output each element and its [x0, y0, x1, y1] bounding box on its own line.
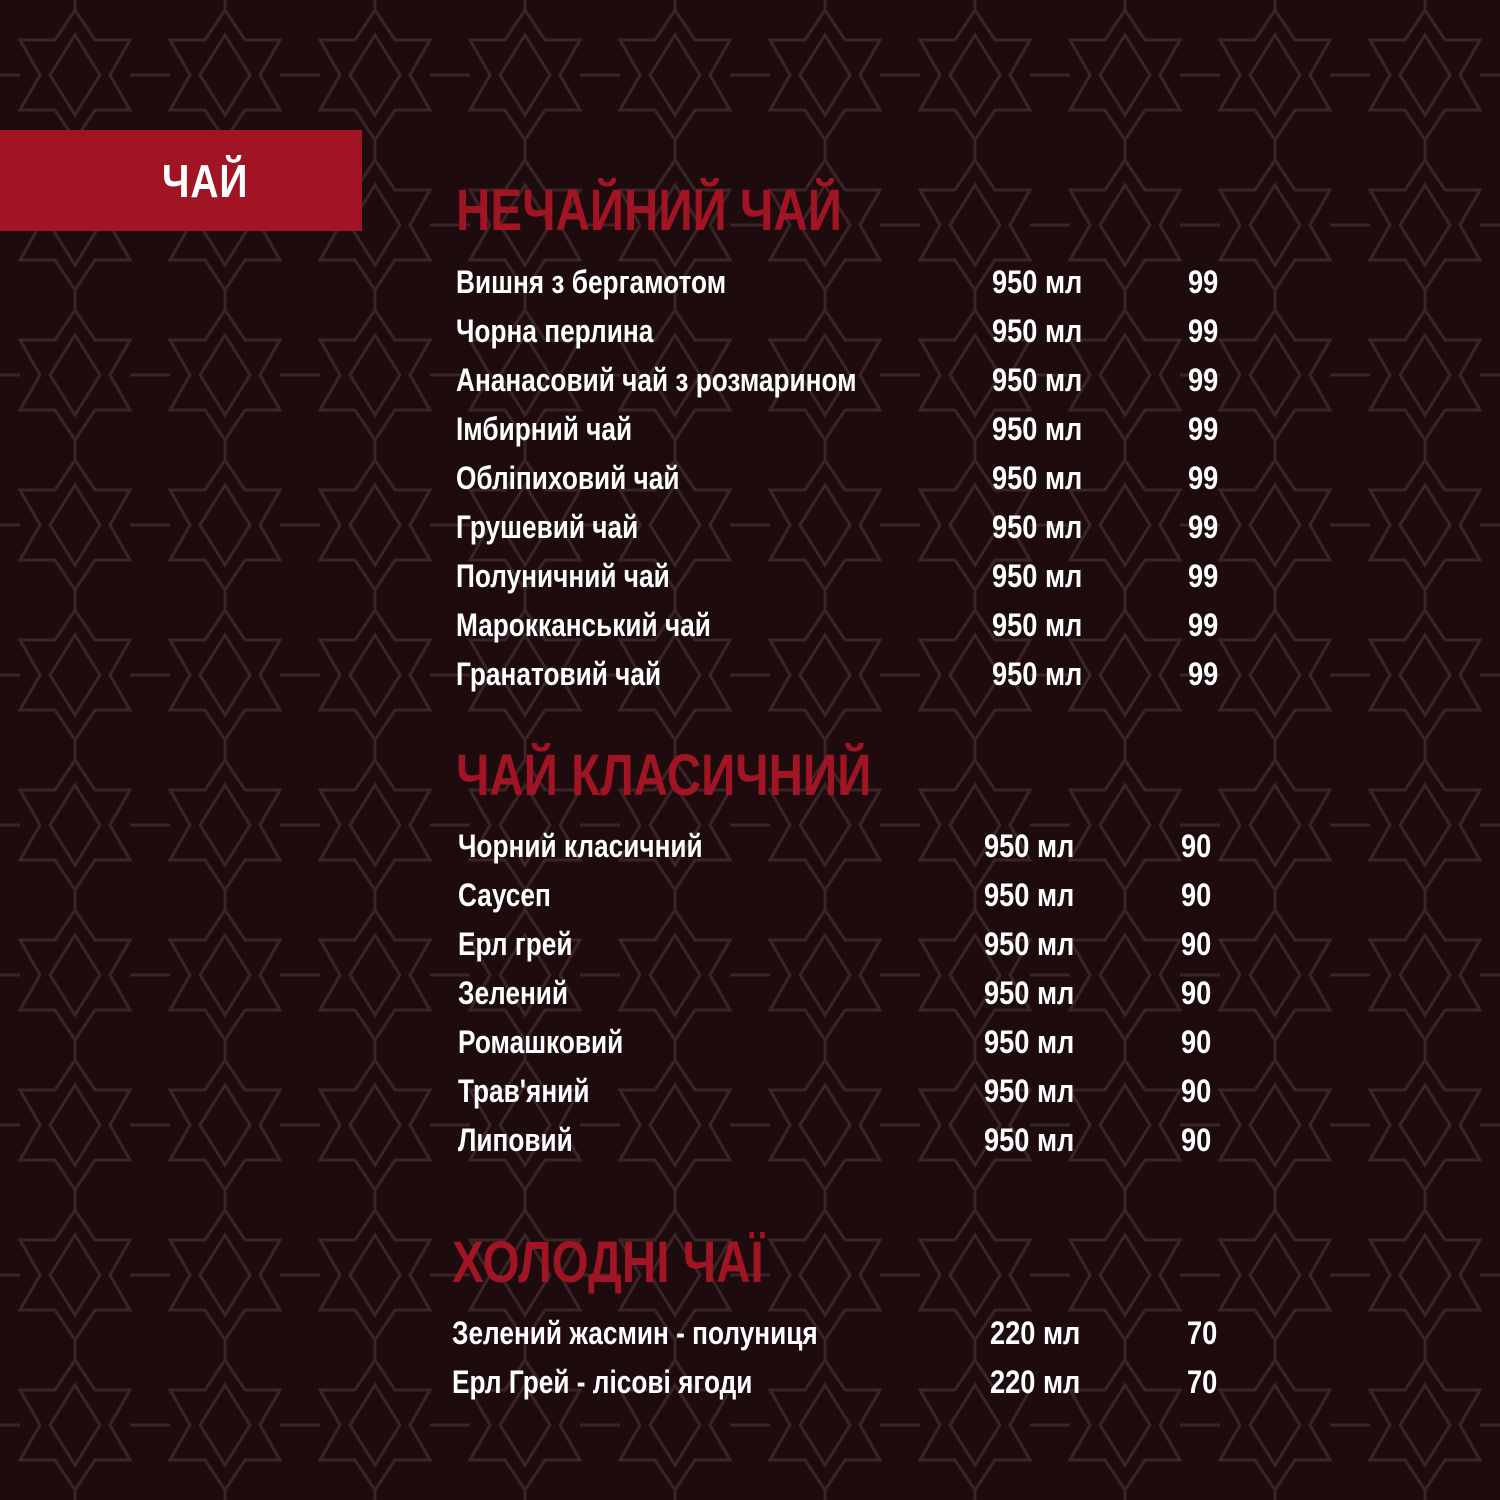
item-name: Ерл грей	[458, 926, 573, 962]
item-volume: 950 мл	[992, 264, 1083, 300]
category-title: ЧАЙ	[162, 155, 249, 207]
item-name: Обліпиховий чай	[456, 460, 680, 496]
item-name: Полуничний чай	[456, 558, 670, 594]
item-name: Марокканський чай	[456, 607, 711, 643]
menu-item	[456, 458, 1256, 498]
item-price: 99	[1188, 509, 1219, 545]
menu-item	[456, 654, 1256, 694]
item-volume: 950 мл	[992, 607, 1083, 643]
item-price: 90	[1181, 1122, 1212, 1158]
item-name: Саусеп	[458, 877, 551, 913]
item-name: Грушевий чай	[456, 509, 639, 545]
section-title: НЕЧАЙНИЙ ЧАЙ	[456, 178, 842, 243]
menu-item	[456, 973, 1256, 1013]
menu-item	[456, 1022, 1256, 1062]
item-volume: 950 мл	[984, 828, 1075, 864]
item-name: Ерл Грей - лісові ягоди	[452, 1364, 753, 1400]
item-volume: 950 мл	[984, 1122, 1075, 1158]
item-name: Чорний класичний	[458, 828, 703, 864]
menu-item	[456, 1071, 1256, 1111]
item-volume: 950 мл	[992, 460, 1083, 496]
section-title: ХОЛОДНІ ЧАЇ	[452, 1230, 764, 1295]
item-name: Липовий	[458, 1122, 573, 1158]
menu-item	[456, 360, 1256, 400]
item-volume: 220 мл	[990, 1315, 1081, 1351]
menu-item	[456, 826, 1256, 866]
item-volume: 950 мл	[984, 1073, 1075, 1109]
item-price: 90	[1181, 1024, 1212, 1060]
menu-item	[456, 507, 1256, 547]
item-price: 70	[1187, 1315, 1218, 1351]
item-price: 99	[1188, 264, 1219, 300]
item-price: 99	[1188, 607, 1219, 643]
menu-item	[456, 924, 1256, 964]
section-title: ЧАЙ КЛАСИЧНИЙ	[456, 743, 872, 808]
menu-item	[456, 605, 1256, 645]
item-name: Вишня з бергамотом	[456, 264, 727, 300]
item-price: 90	[1181, 828, 1212, 864]
item-volume: 950 мл	[984, 1024, 1075, 1060]
item-volume: 950 мл	[984, 975, 1075, 1011]
item-price: 99	[1188, 656, 1219, 692]
item-name: Гранатовий чай	[456, 656, 662, 692]
menu-item	[452, 1362, 1252, 1402]
item-price: 99	[1188, 313, 1219, 349]
item-volume: 950 мл	[984, 877, 1075, 913]
item-volume: 950 мл	[992, 656, 1083, 692]
item-price: 90	[1181, 877, 1212, 913]
item-volume: 220 мл	[990, 1364, 1081, 1400]
item-price: 99	[1188, 362, 1219, 398]
item-price: 70	[1187, 1364, 1218, 1400]
item-name: Ананасовий чай з розмарином	[456, 362, 857, 398]
item-volume: 950 мл	[992, 558, 1083, 594]
item-price: 99	[1188, 460, 1219, 496]
menu-item	[456, 409, 1256, 449]
item-price: 90	[1181, 975, 1212, 1011]
item-volume: 950 мл	[984, 926, 1075, 962]
item-volume: 950 мл	[992, 313, 1083, 349]
item-name: Зелений	[458, 975, 569, 1011]
menu-item	[452, 1313, 1252, 1353]
menu-item	[456, 311, 1256, 351]
menu-item	[456, 556, 1256, 596]
item-price: 90	[1181, 926, 1212, 962]
item-price: 99	[1188, 558, 1219, 594]
item-name: Трав'яний	[458, 1073, 590, 1109]
category-banner	[0, 130, 362, 231]
menu-item	[456, 875, 1256, 915]
item-volume: 950 мл	[992, 509, 1083, 545]
menu-item	[456, 262, 1256, 302]
item-volume: 950 мл	[992, 362, 1083, 398]
item-price: 90	[1181, 1073, 1212, 1109]
item-name: Ромашковий	[458, 1024, 624, 1060]
item-price: 99	[1188, 411, 1219, 447]
item-name: Зелений жасмин - полуниця	[452, 1315, 818, 1351]
item-volume: 950 мл	[992, 411, 1083, 447]
item-name: Імбирний чай	[456, 411, 633, 447]
menu-item	[456, 1120, 1256, 1160]
item-name: Чорна перлина	[456, 313, 654, 349]
